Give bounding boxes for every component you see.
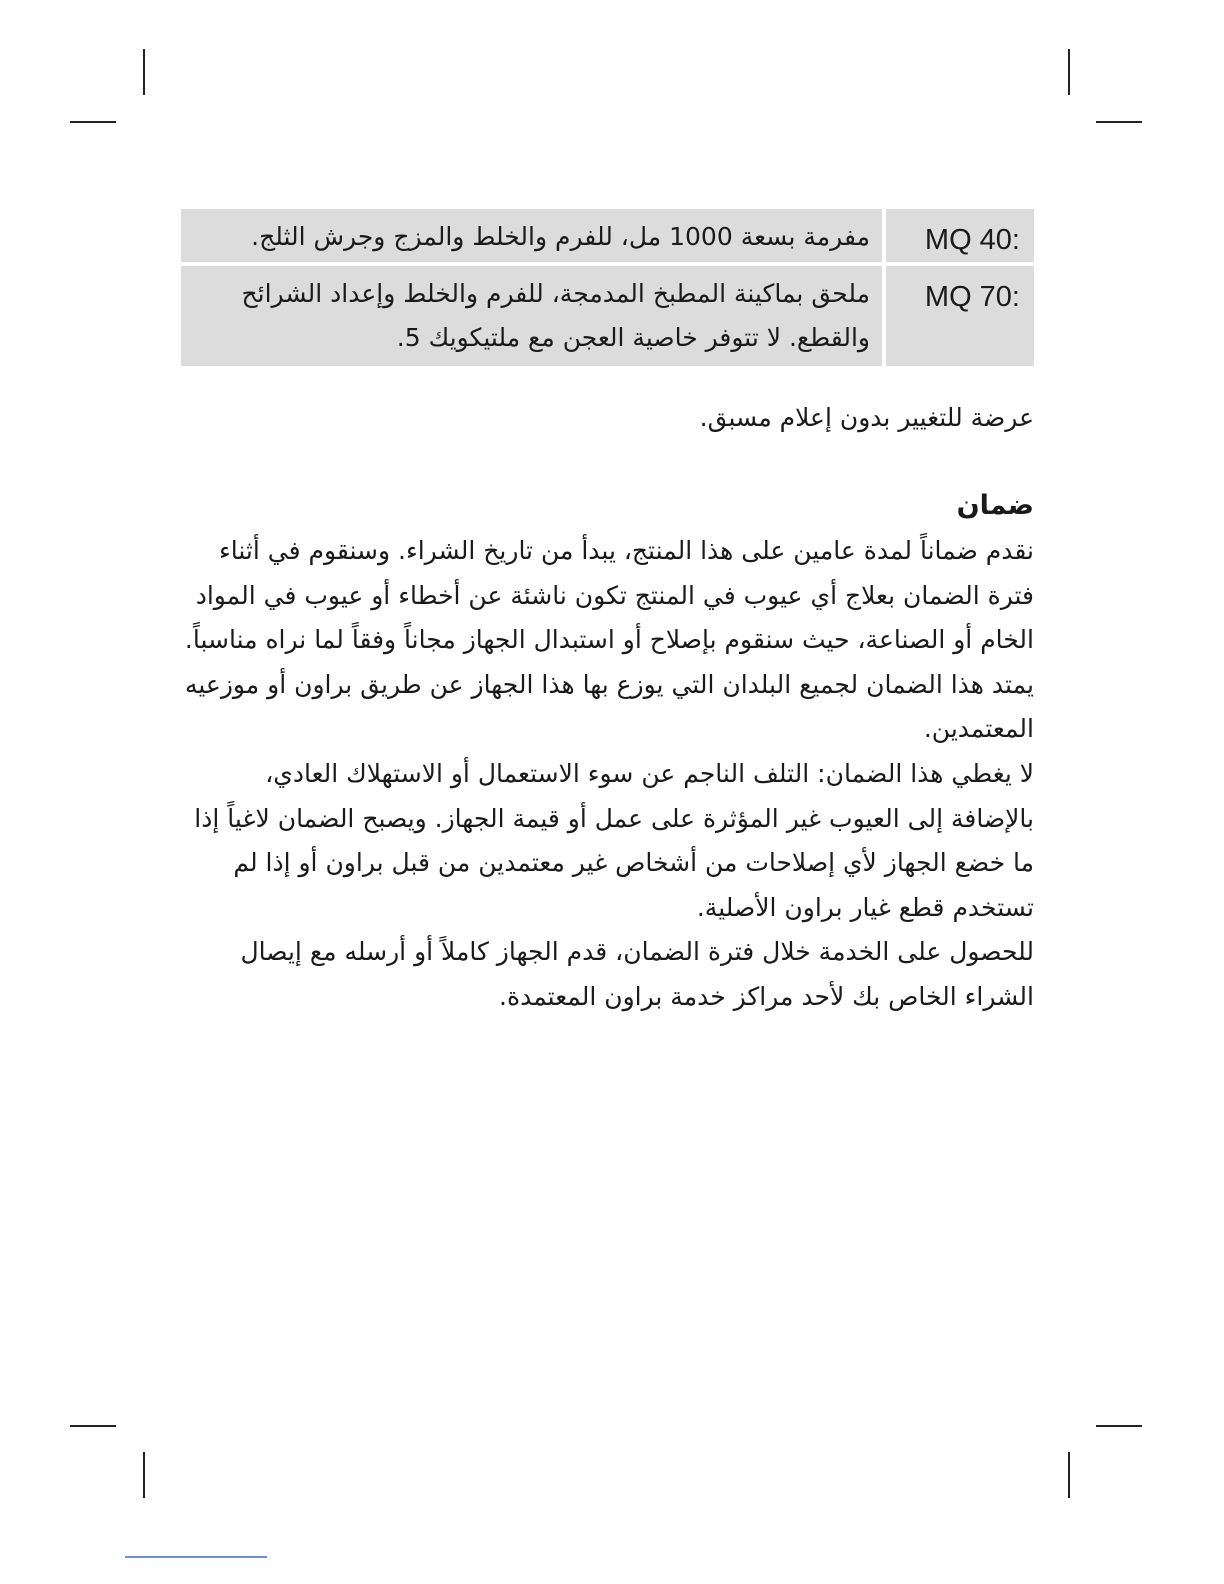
crop-mark <box>1068 49 1070 95</box>
model-code: MQ 70: <box>886 266 1034 366</box>
warranty-paragraph: نقدم ضماناً لمدة عامين على هذا المنتج، يبدأ من تاريخ الشراء. وسنقوم في أثناء فترة الضمان بعلاج أي عيوب في المنتج تكون ناشئة عن أخطاء أو عيوب في المواد الخام أو الصناعة، حيث سنقوم بإصلاح أو استبدال الجهاز مجاناً وفقاً لما نراه مناسباً. <box>184 536 1034 655</box>
crop-mark <box>70 1425 116 1427</box>
crop-mark <box>143 49 145 95</box>
model-row-mq70 <box>181 266 1034 366</box>
model-row-mq40 <box>181 209 1034 262</box>
model-table <box>181 209 1034 370</box>
model-description: مفرمة بسعة 1000 مل، للفرم والخلط والمزج وجرش الثلج. <box>181 209 882 262</box>
warranty-paragraph: لا يغطي هذا الضمان: التلف الناجم عن سوء الاستعمال أو الاستهلاك العادي، بالإضافة إلى العيوب غير المؤثرة على عمل أو قيمة الجهاز. ويصبح الضمان لاغياً إذا ما خضع الجهاز لأي إصلاحات من أشخاص غير معتمدين من قبل براون أو إذا لم تستخدم قطع غيار براون الأصلية. <box>194 758 1034 922</box>
warranty-paragraph: يمتد هذا الضمان لجميع البلدان التي يوزع بها هذا الجهاز عن طريق براون أو موزعيه المعتمدين. <box>184 669 1034 744</box>
crop-mark <box>1068 1452 1070 1498</box>
model-description: ملحق بماكينة المطبخ المدمجة، للفرم والخلط وإعداد الشرائح والقطع. لا تتوفر خاصية العجن مع ملتيكويك 5. <box>181 266 882 366</box>
warranty-paragraph: للحصول على الخدمة خلال فترة الضمان، قدم الجهاز كاملاً أو أرسله مع إيصال الشراء الخاص بك لأحد مراكز خدمة براون المعتمدة. <box>240 937 1034 1011</box>
subject-to-change-note: عرضة للتغيير بدون إعلام مسبق. <box>699 403 1034 432</box>
crop-mark <box>1096 121 1142 123</box>
crop-mark <box>70 121 116 123</box>
crop-mark <box>1096 1425 1142 1427</box>
warranty-body <box>181 529 1034 1020</box>
model-code: MQ 40: <box>886 209 1034 262</box>
crop-mark <box>143 1452 145 1498</box>
warranty-heading: ضمان <box>956 490 1034 521</box>
footer-rule <box>125 1556 267 1558</box>
